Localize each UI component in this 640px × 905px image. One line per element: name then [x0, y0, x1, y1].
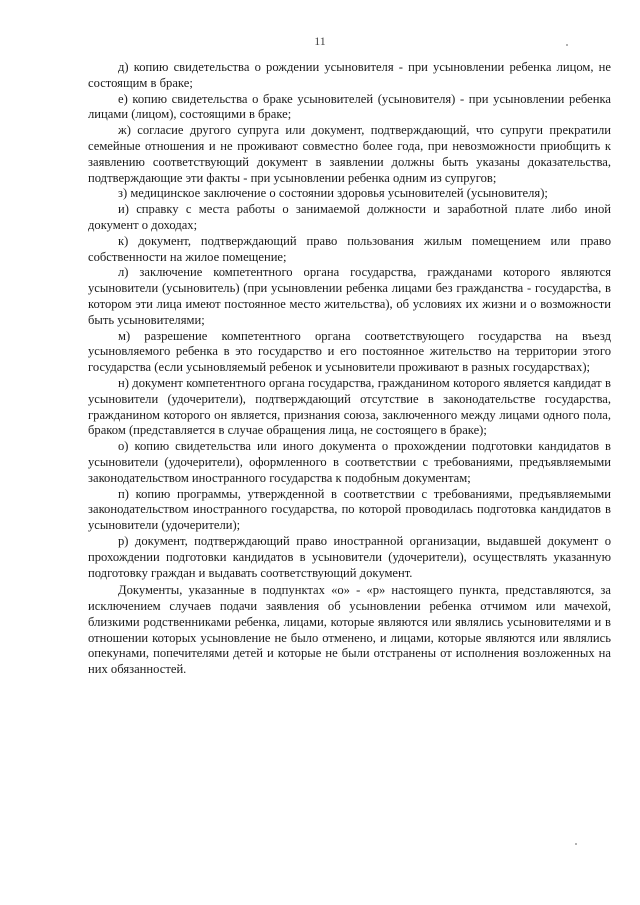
- list-item: о) копию свидетельства или иного документа о прохождении подготовки кандидатов в усыновители (удочерители), оформленного в соответствии с требованиями, предъявляемыми законодательством иностранного государства к подобным документам;: [88, 439, 611, 485]
- list-item: з) медицинское заключение о состоянии здоровья усыновителей (усыновителя);: [118, 186, 548, 201]
- list-item: е) копию свидетельства о браке усыновителей (усыновителя) - при усыновлении ребенка лицами (лицом), состоящими в браке;: [88, 91, 611, 122]
- list-item: и) справку с места работы о занимаемой должности и заработной плате либо иной документ о доходах;: [88, 202, 611, 232]
- page-number: 11: [314, 34, 326, 48]
- list-item: ж) согласие другого супруга или документ, подтверждающий, что супруги прекратили семейные отношения и не проживают совместно более года, при невозможности приобщить к заявлению соответствующий документ в заявлении должны быть указаны доказательства, подтверждающие эти факты - при усыновлении ребенка одним из супругов;: [88, 123, 611, 185]
- list-item: п) копию программы, утвержденной в соответствии с требованиями, предъявляемыми законодательством иностранного государства, по которой проводилась подготовка кандидатов в усыновители (удочерители);: [88, 486, 611, 533]
- list-item: н) документ компетентного органа государства, гражданином которого является кандидат в усыновители (удочерители), подтверждающий отсутствие в законодательстве государства, гражданином которого он является, признания союза, заключенного между лицами одного пола, браком (представляется в случае обращения лица, не состоящего в браке);: [88, 375, 611, 438]
- scan-speck: [575, 843, 577, 845]
- list-item: м) разрешение компетентного органа соответствующего государства на въезд усыновляемого ребенка в это государство и его постоянное жительство на территории этого государства (если усыновляемый ребенок и усыновители проживают в разных государствах);: [88, 328, 611, 375]
- document-body: [88, 60, 611, 678]
- scan-speck: [566, 44, 568, 46]
- list-item: р) документ, подтверждающий право иностранной организации, выдавшей документ о прохождении подготовки кандидатов в усыновители (удочерители), осуществлять указанную подготовку граждан и выдавать соответствующий документ.: [88, 533, 611, 580]
- list-item: к) документ, подтверждающий право пользования жилым помещением или право собственности на жилое помещение;: [88, 233, 611, 264]
- closing-paragraph: Документы, указанные в подпунктах «о» - «р» настоящего пункта, представляются, за исключением случаев подачи заявления об усыновлении ребенка отчимом или мачехой, близкими родственниками ребенка, лицами, которые являются или являлись усыновителями и в отношении которых усыновление не было отменено, и лицами, которые являются или являлись опекунами, попечителями детей и которые не были отстранены от исполнения возложенных на них обязанностей.: [88, 583, 611, 677]
- list-item: д) копию свидетельства о рождении усыновителя - при усыновлении ребенка лицом, не состоящим в браке;: [88, 60, 611, 90]
- list-item: л) заключение компетентного органа государства, гражданами которого являются усыновители (усыновитель) (при усыновлении ребенка лицами без гражданства - государства, в котором эти лица имеют постоянное место жительства), об условиях их жизни и о возможности быть усыновителями;: [88, 265, 611, 327]
